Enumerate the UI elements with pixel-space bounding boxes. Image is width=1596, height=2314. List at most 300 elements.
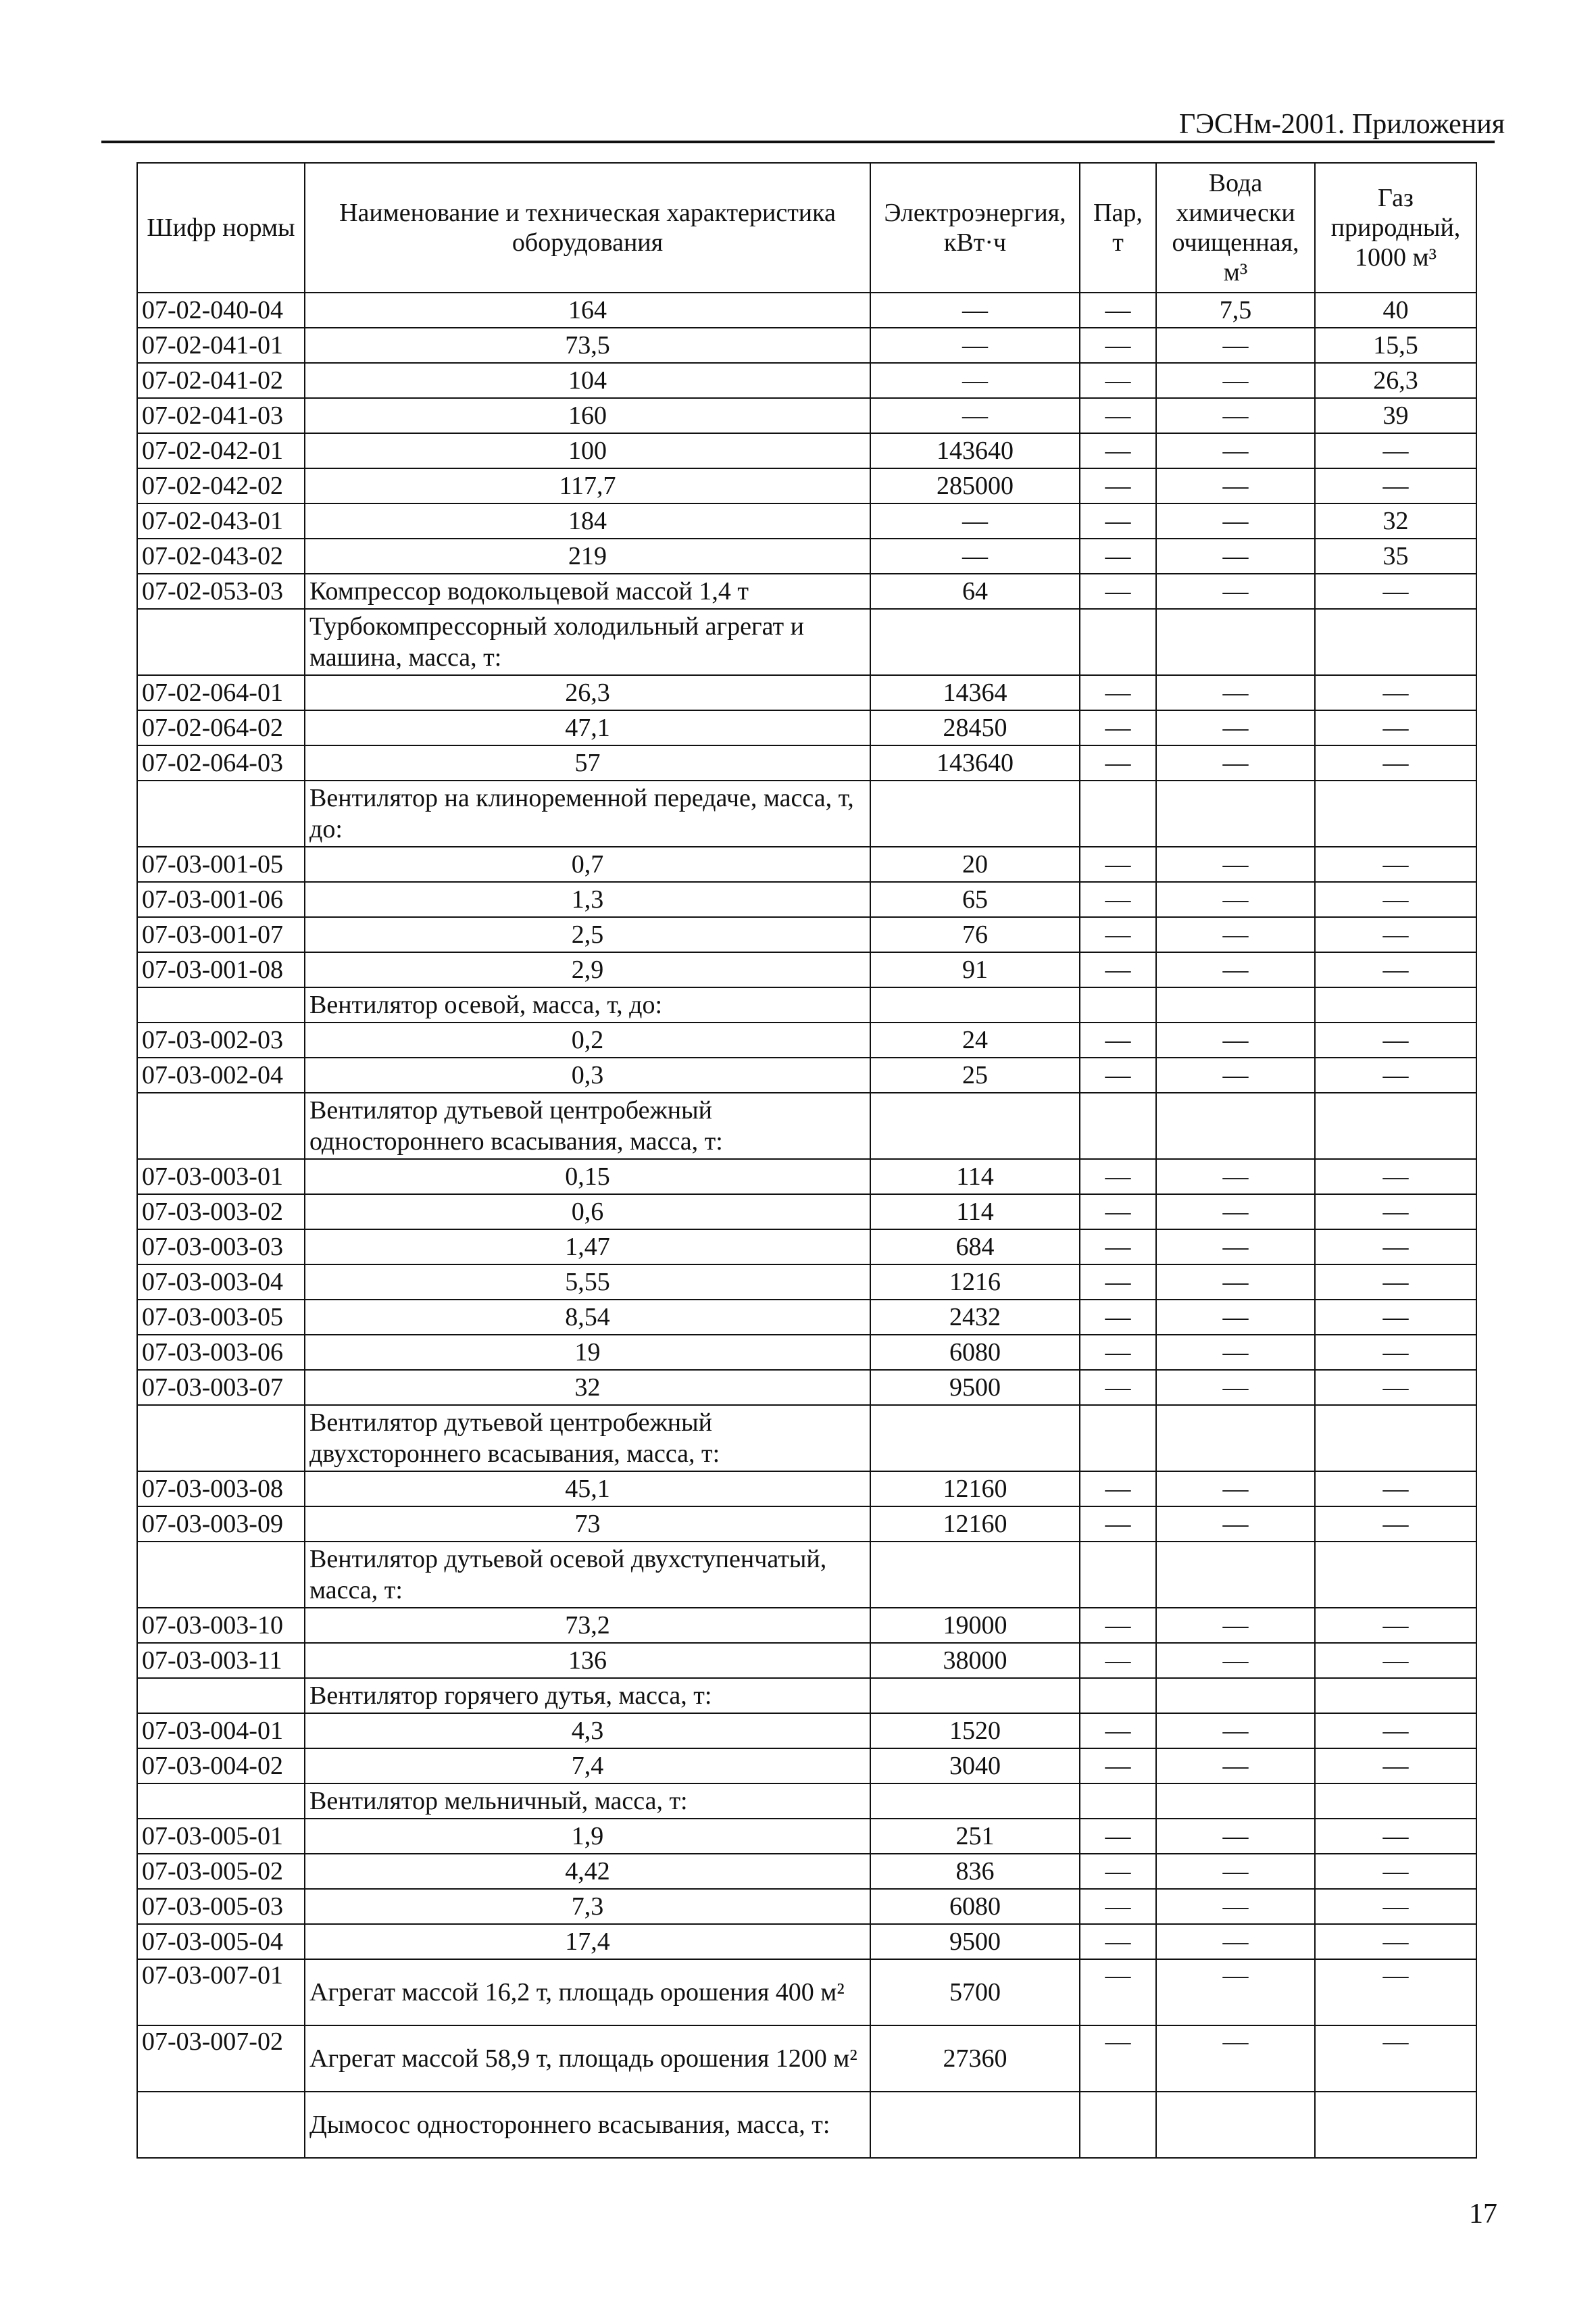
steam-cell: — xyxy=(1080,433,1156,468)
gas-cell: — xyxy=(1315,1058,1476,1093)
norm-code-cell: 07-03-005-04 xyxy=(137,1924,305,1959)
gas-cell: — xyxy=(1315,1159,1476,1194)
electricity-cell: 38000 xyxy=(870,1643,1080,1678)
norm-code-cell: 07-03-004-02 xyxy=(137,1748,305,1783)
water-cell: — xyxy=(1156,675,1315,710)
steam-cell: — xyxy=(1080,1058,1156,1093)
norm-code-cell: 07-02-042-02 xyxy=(137,468,305,503)
table-row xyxy=(137,1335,1476,1370)
electricity-cell: 25 xyxy=(870,1058,1080,1093)
electricity-cell: 285000 xyxy=(870,468,1080,503)
table-row xyxy=(137,433,1476,468)
group-heading-row xyxy=(137,1542,1476,1608)
electricity-cell: — xyxy=(870,398,1080,433)
mass-value-cell: 219 xyxy=(305,539,870,574)
gas-cell: — xyxy=(1315,952,1476,987)
table-row xyxy=(137,1506,1476,1542)
water-cell: — xyxy=(1156,882,1315,917)
electricity-cell: 3040 xyxy=(870,1748,1080,1783)
gas-cell: — xyxy=(1315,1959,1476,2025)
electricity-cell: 64 xyxy=(870,574,1080,609)
steam-cell: — xyxy=(1080,1819,1156,1854)
gas-cell: 40 xyxy=(1315,293,1476,328)
empty-cell xyxy=(1080,1542,1156,1608)
electricity-cell: 12160 xyxy=(870,1506,1080,1542)
empty-cell xyxy=(1080,781,1156,847)
empty-cell xyxy=(1080,987,1156,1023)
water-cell: — xyxy=(1156,847,1315,882)
norm-code-cell: 07-03-007-02 xyxy=(137,2025,305,2092)
column-header-line: Наименование и техническая характеристика xyxy=(339,199,836,227)
mass-value-cell: 117,7 xyxy=(305,468,870,503)
electricity-cell: 684 xyxy=(870,1229,1080,1264)
table-row xyxy=(137,574,1476,609)
electricity-cell: 1216 xyxy=(870,1264,1080,1300)
steam-cell: — xyxy=(1080,1194,1156,1229)
norms-table xyxy=(136,162,1477,2159)
table-row xyxy=(137,847,1476,882)
empty-cell xyxy=(137,781,305,847)
empty-cell xyxy=(870,1678,1080,1713)
empty-cell xyxy=(870,987,1080,1023)
norm-code-cell: 07-03-005-03 xyxy=(137,1889,305,1924)
empty-cell xyxy=(1080,1093,1156,1159)
mass-value-cell: 73 xyxy=(305,1506,870,1542)
column-header-line: Шифр нормы xyxy=(147,214,295,242)
table-row xyxy=(137,503,1476,539)
electricity-cell: 1520 xyxy=(870,1713,1080,1748)
norm-code-cell: 07-03-003-06 xyxy=(137,1335,305,1370)
table-row xyxy=(137,1924,1476,1959)
electricity-cell: 19000 xyxy=(870,1608,1080,1643)
gas-cell: — xyxy=(1315,1889,1476,1924)
norm-code-cell: 07-02-043-02 xyxy=(137,539,305,574)
group-heading: Вентилятор мельничный, масса, т: xyxy=(305,1783,870,1819)
electricity-cell: — xyxy=(870,293,1080,328)
steam-cell: — xyxy=(1080,503,1156,539)
table-row xyxy=(137,1058,1476,1093)
table-row xyxy=(137,539,1476,574)
electricity-cell: 5700 xyxy=(870,1959,1080,2025)
water-cell: 7,5 xyxy=(1156,293,1315,328)
steam-cell: — xyxy=(1080,1471,1156,1506)
column-header-line: Пар, xyxy=(1093,199,1143,227)
steam-cell: — xyxy=(1080,952,1156,987)
group-heading-row xyxy=(137,781,1476,847)
column-header-line: очищенная, xyxy=(1172,228,1299,257)
mass-value-cell: 5,55 xyxy=(305,1264,870,1300)
norm-code-cell: 07-03-003-07 xyxy=(137,1370,305,1405)
table-row xyxy=(137,1229,1476,1264)
norm-code-cell: 07-02-041-02 xyxy=(137,363,305,398)
table-row xyxy=(137,1748,1476,1783)
group-heading: Дымосос одностороннего всасывания, масса, т: xyxy=(305,2092,870,2158)
mass-value-cell: 136 xyxy=(305,1643,870,1678)
steam-cell: — xyxy=(1080,1643,1156,1678)
table-row xyxy=(137,675,1476,710)
column-header-code xyxy=(137,163,305,293)
empty-cell xyxy=(870,1542,1080,1608)
electricity-cell: 251 xyxy=(870,1819,1080,1854)
mass-value-cell: 104 xyxy=(305,363,870,398)
table-row xyxy=(137,917,1476,952)
norm-code-cell: 07-03-003-09 xyxy=(137,1506,305,1542)
gas-cell: — xyxy=(1315,882,1476,917)
water-cell: — xyxy=(1156,1194,1315,1229)
electricity-cell: 65 xyxy=(870,882,1080,917)
column-header-steam xyxy=(1080,163,1156,293)
electricity-cell: 6080 xyxy=(870,1889,1080,1924)
group-heading: Турбокомпрессорный холодильный агрегат и машина, масса, т: xyxy=(305,609,870,675)
electricity-cell: 12160 xyxy=(870,1471,1080,1506)
empty-cell xyxy=(137,1678,305,1713)
mass-value-cell: 2,9 xyxy=(305,952,870,987)
gas-cell: — xyxy=(1315,1643,1476,1678)
table-row xyxy=(137,745,1476,781)
water-cell: — xyxy=(1156,1229,1315,1264)
electricity-cell: — xyxy=(870,539,1080,574)
water-cell: — xyxy=(1156,1471,1315,1506)
water-cell: — xyxy=(1156,1370,1315,1405)
gas-cell: — xyxy=(1315,1854,1476,1889)
steam-cell: — xyxy=(1080,2025,1156,2092)
water-cell: — xyxy=(1156,328,1315,363)
empty-cell xyxy=(1156,1542,1315,1608)
mass-value-cell: 1,9 xyxy=(305,1819,870,1854)
empty-cell xyxy=(1315,1405,1476,1471)
water-cell: — xyxy=(1156,1335,1315,1370)
norm-code-cell: 07-03-003-02 xyxy=(137,1194,305,1229)
empty-cell xyxy=(137,609,305,675)
water-cell: — xyxy=(1156,1300,1315,1335)
empty-cell xyxy=(870,1093,1080,1159)
water-cell: — xyxy=(1156,398,1315,433)
mass-value-cell: 164 xyxy=(305,293,870,328)
group-heading-row xyxy=(137,609,1476,675)
empty-cell xyxy=(1156,2092,1315,2158)
norm-code-cell: 07-03-004-01 xyxy=(137,1713,305,1748)
steam-cell: — xyxy=(1080,1959,1156,2025)
mass-value-cell: 45,1 xyxy=(305,1471,870,1506)
empty-cell xyxy=(137,1783,305,1819)
gas-cell: — xyxy=(1315,1748,1476,1783)
group-heading: Вентилятор на клиноременной передаче, масса, т, до: xyxy=(305,781,870,847)
water-cell: — xyxy=(1156,952,1315,987)
water-cell: — xyxy=(1156,1643,1315,1678)
electricity-cell: 6080 xyxy=(870,1335,1080,1370)
norm-code-cell: 07-03-003-03 xyxy=(137,1229,305,1264)
norm-code-cell: 07-03-003-11 xyxy=(137,1643,305,1678)
table-row xyxy=(137,1264,1476,1300)
gas-cell: — xyxy=(1315,1471,1476,1506)
empty-cell xyxy=(1315,609,1476,675)
norm-code-cell: 07-02-064-03 xyxy=(137,745,305,781)
steam-cell: — xyxy=(1080,363,1156,398)
mass-value-cell: 57 xyxy=(305,745,870,781)
group-heading-row xyxy=(137,1093,1476,1159)
mass-value-cell: 160 xyxy=(305,398,870,433)
column-header-name xyxy=(305,163,870,293)
electricity-cell: — xyxy=(870,328,1080,363)
water-cell: — xyxy=(1156,1264,1315,1300)
mass-value-cell: 2,5 xyxy=(305,917,870,952)
norm-code-cell: 07-03-002-03 xyxy=(137,1023,305,1058)
water-cell: — xyxy=(1156,745,1315,781)
mass-value-cell: 7,3 xyxy=(305,1889,870,1924)
mass-value-cell: 7,4 xyxy=(305,1748,870,1783)
table-row xyxy=(137,293,1476,328)
electricity-cell: 836 xyxy=(870,1854,1080,1889)
water-cell: — xyxy=(1156,363,1315,398)
table-row xyxy=(137,2025,1476,2092)
gas-cell: — xyxy=(1315,675,1476,710)
gas-cell: — xyxy=(1315,1300,1476,1335)
steam-cell: — xyxy=(1080,1264,1156,1300)
page-number: 17 xyxy=(1469,2198,1497,2230)
equipment-name-cell: Агрегат массой 16,2 т, площадь орошения 400 м² xyxy=(305,1959,870,2025)
empty-cell xyxy=(1156,1405,1315,1471)
steam-cell: — xyxy=(1080,847,1156,882)
steam-cell: — xyxy=(1080,1713,1156,1748)
group-heading-row xyxy=(137,1783,1476,1819)
empty-cell xyxy=(1315,1542,1476,1608)
steam-cell: — xyxy=(1080,917,1156,952)
water-cell: — xyxy=(1156,1608,1315,1643)
gas-cell: — xyxy=(1315,1229,1476,1264)
water-cell: — xyxy=(1156,1748,1315,1783)
water-cell: — xyxy=(1156,710,1315,745)
mass-value-cell: 19 xyxy=(305,1335,870,1370)
norm-code-cell: 07-02-043-01 xyxy=(137,503,305,539)
electricity-cell: 2432 xyxy=(870,1300,1080,1335)
gas-cell: — xyxy=(1315,917,1476,952)
table-row xyxy=(137,468,1476,503)
table-row xyxy=(137,1819,1476,1854)
water-cell: — xyxy=(1156,1854,1315,1889)
empty-cell xyxy=(1315,987,1476,1023)
table-body xyxy=(137,293,1476,2158)
group-heading: Вентилятор дутьевой центробежный двухстороннего всасывания, масса, т: xyxy=(305,1405,870,1471)
table-row xyxy=(137,1300,1476,1335)
group-heading-row xyxy=(137,1405,1476,1471)
table-row xyxy=(137,1713,1476,1748)
gas-cell: — xyxy=(1315,1819,1476,1854)
electricity-cell: 143640 xyxy=(870,433,1080,468)
empty-cell xyxy=(1080,1405,1156,1471)
empty-cell xyxy=(1156,1783,1315,1819)
column-header-line: оборудования xyxy=(512,228,664,257)
norm-code-cell: 07-03-001-06 xyxy=(137,882,305,917)
water-cell: — xyxy=(1156,1023,1315,1058)
column-header-line: кВт·ч xyxy=(943,228,1007,257)
norm-code-cell: 07-03-003-01 xyxy=(137,1159,305,1194)
mass-value-cell: 32 xyxy=(305,1370,870,1405)
electricity-cell: 143640 xyxy=(870,745,1080,781)
electricity-cell: 27360 xyxy=(870,2025,1080,2092)
gas-cell: — xyxy=(1315,1335,1476,1370)
group-heading-row xyxy=(137,2092,1476,2158)
electricity-cell: 114 xyxy=(870,1194,1080,1229)
norm-code-cell: 07-03-003-10 xyxy=(137,1608,305,1643)
mass-value-cell: 4,3 xyxy=(305,1713,870,1748)
column-header-line: 1000 м³ xyxy=(1355,243,1437,272)
water-cell: — xyxy=(1156,1889,1315,1924)
steam-cell: — xyxy=(1080,398,1156,433)
column-header-line: Электроэнергия, xyxy=(884,199,1066,227)
column-header-line: т xyxy=(1112,228,1124,257)
table-row xyxy=(137,1471,1476,1506)
steam-cell: — xyxy=(1080,675,1156,710)
group-heading: Вентилятор дутьевой осевой двухступенчатый, масса, т: xyxy=(305,1542,870,1608)
table-row xyxy=(137,1023,1476,1058)
empty-cell xyxy=(1080,1678,1156,1713)
empty-cell xyxy=(870,609,1080,675)
table-row xyxy=(137,1854,1476,1889)
mass-value-cell: 0,2 xyxy=(305,1023,870,1058)
column-header-line: природный, xyxy=(1330,214,1461,242)
steam-cell: — xyxy=(1080,1300,1156,1335)
norm-code-cell: 07-03-007-01 xyxy=(137,1959,305,2025)
gas-cell: — xyxy=(1315,1608,1476,1643)
mass-value-cell: 47,1 xyxy=(305,710,870,745)
electricity-cell: 24 xyxy=(870,1023,1080,1058)
gas-cell: — xyxy=(1315,574,1476,609)
group-heading-row xyxy=(137,987,1476,1023)
steam-cell: — xyxy=(1080,1608,1156,1643)
steam-cell: — xyxy=(1080,882,1156,917)
gas-cell: — xyxy=(1315,710,1476,745)
gas-cell: — xyxy=(1315,1924,1476,1959)
table-row xyxy=(137,882,1476,917)
norm-code-cell: 07-02-064-01 xyxy=(137,675,305,710)
water-cell: — xyxy=(1156,1159,1315,1194)
empty-cell xyxy=(870,1405,1080,1471)
electricity-cell: 9500 xyxy=(870,1370,1080,1405)
table-row xyxy=(137,1159,1476,1194)
empty-cell xyxy=(1080,1783,1156,1819)
table-row xyxy=(137,1608,1476,1643)
mass-value-cell: 17,4 xyxy=(305,1924,870,1959)
gas-cell: — xyxy=(1315,1370,1476,1405)
empty-cell xyxy=(1156,1678,1315,1713)
steam-cell: — xyxy=(1080,574,1156,609)
mass-value-cell: 4,42 xyxy=(305,1854,870,1889)
norm-code-cell: 07-03-003-04 xyxy=(137,1264,305,1300)
gas-cell: 39 xyxy=(1315,398,1476,433)
steam-cell: — xyxy=(1080,1506,1156,1542)
water-cell: — xyxy=(1156,433,1315,468)
table-row xyxy=(137,952,1476,987)
empty-cell xyxy=(137,1093,305,1159)
empty-cell xyxy=(1315,781,1476,847)
electricity-cell: — xyxy=(870,363,1080,398)
electricity-cell: 9500 xyxy=(870,1924,1080,1959)
group-heading: Вентилятор осевой, масса, т, до: xyxy=(305,987,870,1023)
electricity-cell: 91 xyxy=(870,952,1080,987)
table-row xyxy=(137,1194,1476,1229)
electricity-cell: 76 xyxy=(870,917,1080,952)
water-cell: — xyxy=(1156,1713,1315,1748)
mass-value-cell: 100 xyxy=(305,433,870,468)
steam-cell: — xyxy=(1080,539,1156,574)
table-row xyxy=(137,328,1476,363)
gas-cell: — xyxy=(1315,1194,1476,1229)
norm-code-cell: 07-03-003-05 xyxy=(137,1300,305,1335)
gas-cell: — xyxy=(1315,847,1476,882)
empty-cell xyxy=(870,781,1080,847)
table-row xyxy=(137,1643,1476,1678)
gas-cell: — xyxy=(1315,1506,1476,1542)
steam-cell: — xyxy=(1080,745,1156,781)
header-rule xyxy=(101,141,1495,143)
empty-cell xyxy=(137,1542,305,1608)
steam-cell: — xyxy=(1080,1924,1156,1959)
empty-cell xyxy=(137,2092,305,2158)
table-row xyxy=(137,363,1476,398)
empty-cell xyxy=(1080,609,1156,675)
mass-value-cell: 0,3 xyxy=(305,1058,870,1093)
gas-cell: 35 xyxy=(1315,539,1476,574)
electricity-cell: 28450 xyxy=(870,710,1080,745)
empty-cell xyxy=(870,1783,1080,1819)
empty-cell xyxy=(137,987,305,1023)
mass-value-cell: 0,7 xyxy=(305,847,870,882)
mass-value-cell: 1,3 xyxy=(305,882,870,917)
empty-cell xyxy=(1315,1783,1476,1819)
table-row xyxy=(137,710,1476,745)
electricity-cell: 14364 xyxy=(870,675,1080,710)
gas-cell: — xyxy=(1315,2025,1476,2092)
column-header-line: Газ xyxy=(1378,184,1414,212)
group-heading: Вентилятор горячего дутья, масса, т: xyxy=(305,1678,870,1713)
steam-cell: — xyxy=(1080,710,1156,745)
empty-cell xyxy=(1315,1678,1476,1713)
norm-code-cell: 07-03-005-01 xyxy=(137,1819,305,1854)
mass-value-cell: 184 xyxy=(305,503,870,539)
empty-cell xyxy=(1156,987,1315,1023)
water-cell: — xyxy=(1156,503,1315,539)
steam-cell: — xyxy=(1080,1889,1156,1924)
steam-cell: — xyxy=(1080,1370,1156,1405)
steam-cell: — xyxy=(1080,1229,1156,1264)
empty-cell xyxy=(1080,2092,1156,2158)
column-header-line: Вода xyxy=(1208,169,1263,197)
gas-cell: 32 xyxy=(1315,503,1476,539)
water-cell: — xyxy=(1156,574,1315,609)
steam-cell: — xyxy=(1080,1335,1156,1370)
norm-code-cell: 07-03-005-02 xyxy=(137,1854,305,1889)
empty-cell xyxy=(137,1405,305,1471)
empty-cell xyxy=(1156,609,1315,675)
gas-cell: — xyxy=(1315,1713,1476,1748)
mass-value-cell: 73,2 xyxy=(305,1608,870,1643)
steam-cell: — xyxy=(1080,1023,1156,1058)
norm-code-cell: 07-02-040-04 xyxy=(137,293,305,328)
steam-cell: — xyxy=(1080,328,1156,363)
mass-value-cell: 26,3 xyxy=(305,675,870,710)
mass-value-cell: 0,15 xyxy=(305,1159,870,1194)
table-row xyxy=(137,1889,1476,1924)
table-row xyxy=(137,1959,1476,2025)
empty-cell xyxy=(1156,1093,1315,1159)
group-heading-row xyxy=(137,1678,1476,1713)
norm-code-cell: 07-02-042-01 xyxy=(137,433,305,468)
table-header-row xyxy=(137,163,1476,293)
running-header: ГЭСНм-2001. Приложения xyxy=(1179,109,1505,140)
electricity-cell: 20 xyxy=(870,847,1080,882)
equipment-name-cell: Компрессор водокольцевой массой 1,4 т xyxy=(305,574,870,609)
column-header-line: м³ xyxy=(1223,258,1248,287)
